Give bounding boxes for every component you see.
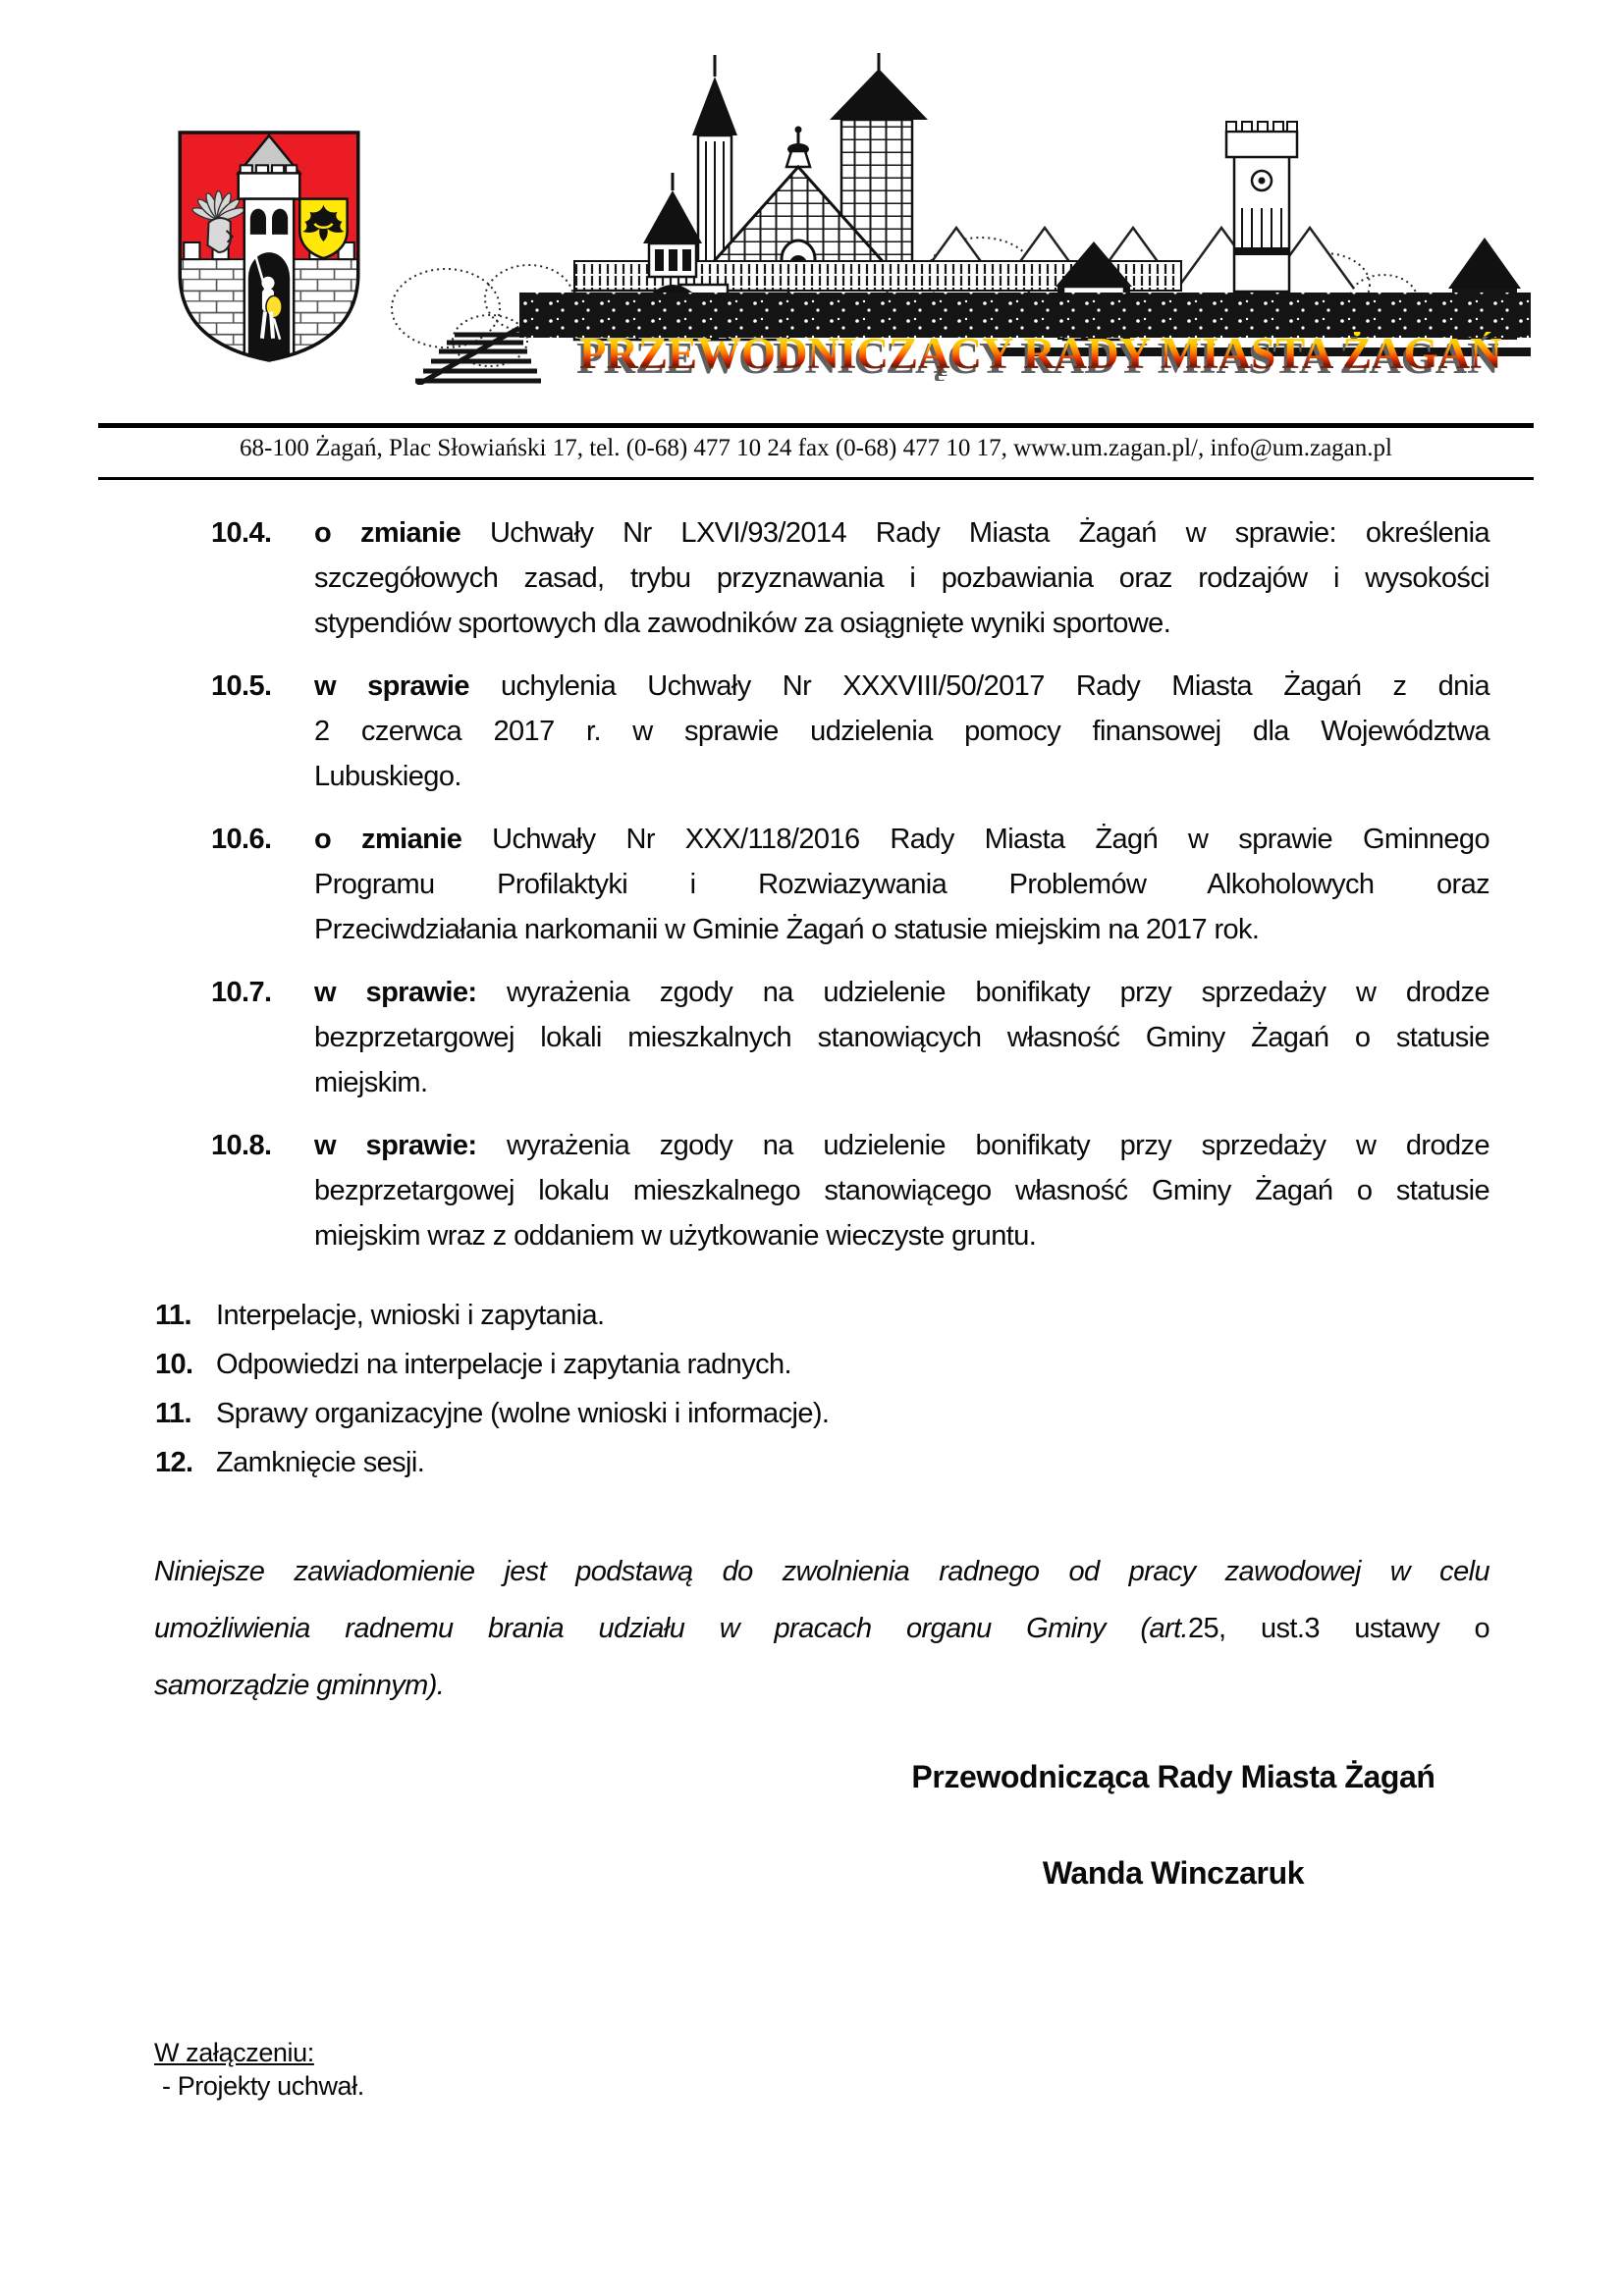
agenda-item-number: 10.5. [211, 670, 272, 702]
agenda-item-lead: o zmianie [314, 517, 461, 549]
agenda-item-line: bezprzetargowej lokali mieszkalnych stanowiących własność Gminy Żagań o statusie [314, 1022, 1489, 1053]
agenda-sub-item-10-7 [154, 970, 1489, 1105]
town-hall-tower [1226, 122, 1297, 292]
agenda-item-number: 10.8. [211, 1130, 272, 1161]
legal-note-line: umożliwienia radnemu brania udziału w pracach organu Gminy (art. [154, 1613, 1188, 1644]
agenda-main-list [154, 1292, 1489, 1486]
agenda-item-number: 11. [155, 1300, 191, 1331]
agenda-item-line: Uchwały Nr XXX/118/2016 Rady Miasta Żagń w sprawie Gminnego [492, 824, 1489, 855]
agenda-main-item [154, 1439, 1489, 1486]
letterhead-title: PRZEWODNICZĄCY RADY MIASTA ŻAGAŃ [579, 329, 1502, 378]
agenda-item-text: Interpelacje, wnioski i zapytania. [216, 1300, 605, 1331]
agenda-item-text [314, 510, 1489, 646]
agenda-item-number: 10. [155, 1349, 193, 1380]
agenda-item-line: 2 czerwca 2017 r. w sprawie udzielenia pomocy finansowej dla Województwa [314, 716, 1489, 747]
agenda-sub-item-10-8 [154, 1123, 1489, 1258]
agenda-item-line: Lubuskiego. [314, 761, 461, 792]
agenda-item-number: 10.6. [211, 824, 272, 855]
agenda-item-text: Sprawy organizacyjne (wolne wnioski i informacje). [216, 1398, 830, 1429]
agenda-item-number: 11. [155, 1398, 191, 1429]
attachments-heading: W załączeniu: [154, 2038, 314, 2067]
crest-tower [239, 128, 300, 360]
agenda-item-text [314, 970, 1489, 1105]
agenda-item-line: miejskim wraz z oddaniem w użytkowanie wieczyste gruntu. [314, 1220, 1037, 1252]
agenda-item-line: wyrażenia zgody na udzielenie bonifikaty przy sprzedaży w drodze [507, 1130, 1489, 1161]
agenda-item-lead: w sprawie: [314, 1130, 477, 1161]
legal-note-line: Niniejsze zawiadomienie jest podstawą do zwolnienia radnego od pracy zawodowej w celu [154, 1556, 1489, 1587]
agenda-item-line: szczegółowych zasad, trybu przyznawania i pozbawiania oraz rodzajów i wysokości [314, 562, 1489, 594]
signature-block [889, 1757, 1458, 1893]
agenda-item-line: Programu Profilaktyki i Rozwiazywania Problemów Alkoholowych oraz [314, 869, 1489, 900]
letter-body [154, 510, 1489, 2103]
agenda-item-line: stypendiów sportowych dla zawodników za osiągnięte wyniki sportowe. [314, 608, 1171, 639]
agenda-item-number: 10.7. [211, 977, 272, 1008]
agenda-item-line: uchylenia Uchwały Nr XXXVIII/50/2017 Rady Miasta Żagań z dnia [501, 670, 1489, 702]
agenda-item-text: Zamknięcie sesji. [216, 1447, 425, 1478]
attachments-item: - Projekty uchwał. [162, 2071, 364, 2101]
header-rule-top [98, 423, 1534, 428]
signature-name: Wanda Winczaruk [1042, 1855, 1305, 1891]
agenda-sub-item-10-5 [154, 664, 1489, 799]
agenda-item-text [314, 817, 1489, 952]
letterhead-address: 68-100 Żagań, Plac Słowiański 17, tel. (0-68) 477 10 24 fax (0-68) 477 10 17, www.um.zagan.pl/, info@um.zagan.pl [240, 435, 1392, 461]
agenda-item-lead: w sprawie: [314, 977, 477, 1008]
agenda-item-text: Odpowiedzi na interpelacje i zapytania radnych. [216, 1349, 791, 1380]
legal-note-citation: 25, ust.3 ustawy o [1187, 1613, 1489, 1644]
agenda-item-line: wyrażenia zgody na udzielenie bonifikaty przy sprzedaży w drodze [507, 977, 1489, 1008]
agenda-item-line: Uchwały Nr LXVI/93/2014 Rady Miasta Żagań w sprawie: określenia [489, 517, 1489, 549]
agenda-main-item [154, 1292, 1489, 1339]
legal-note-line: samorządzie gminnym). [154, 1670, 445, 1701]
agenda-main-item [154, 1341, 1489, 1388]
agenda-item-lead: o zmianie [314, 824, 462, 855]
agenda-item-line: bezprzetargowej lokalu mieszkalnego stanowiącego własność Gminy Żagań o statusie [314, 1175, 1489, 1206]
legal-note [154, 1543, 1489, 1714]
agenda-item-text [314, 1123, 1489, 1258]
agenda-sub-item-10-6 [154, 817, 1489, 952]
agenda-main-item [154, 1390, 1489, 1437]
agenda-sub-item-10-4 [154, 510, 1489, 646]
agenda-item-line: Przeciwdziałania narkomanii w Gminie Żagań o statusie miejskim na 2017 rok. [314, 914, 1260, 945]
agenda-item-line: miejskim. [314, 1067, 428, 1098]
agenda-item-lead: w sprawie [314, 670, 469, 702]
header-rule-bottom [98, 477, 1534, 480]
crest-eagle-shield [299, 199, 347, 259]
agenda-item-number: 12. [155, 1447, 193, 1478]
zagan-coat-of-arms-icon [175, 128, 363, 365]
attachments-section [154, 2036, 1489, 2103]
signature-role: Przewodnicząca Rady Miasta Żagań [911, 1759, 1435, 1794]
agenda-item-number: 10.4. [211, 517, 272, 549]
agenda-item-text [314, 664, 1489, 799]
